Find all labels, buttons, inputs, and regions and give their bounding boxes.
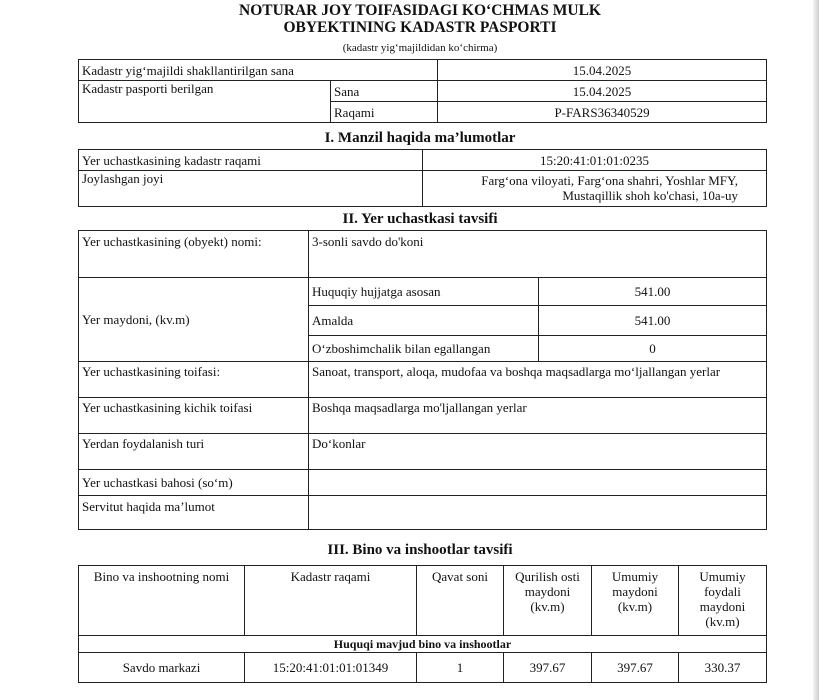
land-usage-value: Do‘konlar	[309, 434, 767, 470]
land-area-label: Yer maydoni, (kv.m)	[79, 278, 309, 362]
document-title-line1: NOTURAR JOY TOIFASIDAGI KO‘CHMAS MULK	[239, 2, 601, 19]
building-cadastral: 15:20:41:01:01:01349	[245, 653, 417, 683]
land-usage-label: Yerdan foydalanish turi	[79, 434, 309, 470]
passport-number-value: P-FARS36340529	[438, 102, 767, 123]
col-floors: Qavat soni	[417, 566, 504, 636]
actual-area-label: Amalda	[309, 306, 539, 336]
issue-date-value: 15.04.2025	[438, 81, 767, 102]
formed-date-value: 15.04.2025	[438, 60, 767, 81]
page-edge-shadow	[813, 0, 819, 700]
issued-label: Kadastr pasporti berilgan	[79, 81, 331, 123]
col-footprint: Qurilish osti maydoni (kv.m)	[504, 566, 592, 636]
servitude-label: Servitut haqida ma’lumot	[79, 496, 309, 530]
servitude-value	[309, 496, 767, 530]
location-line1: Farg‘ona viloyati, Farg‘ona shahri, Yoshlar MFY,	[481, 173, 738, 188]
col-useful-area: Umumiy foydali maydoni (kv.m)	[679, 566, 767, 636]
passport-info-table	[78, 59, 767, 123]
group-label: Huquqi mavjud bino va inshootlar	[79, 636, 767, 653]
land-subcategory-label: Yer uchastkasining kichik toifasi	[79, 398, 309, 434]
col-total-area: Umumiy maydoni (kv.m)	[592, 566, 679, 636]
land-category-value: Sanoat, transport, aloqa, mudofaa va boshqa maqsadlarga mo‘ljallangan yerlar	[309, 362, 767, 398]
building-total-area: 397.67	[592, 653, 679, 683]
object-name-value: 3-sonli savdo do'koni	[309, 231, 767, 278]
land-subcategory-value: Boshqa maqsadlarga mo'ljallangan yerlar	[309, 398, 767, 434]
land-price-label: Yer uchastkasi bahosi (so‘m)	[79, 470, 309, 496]
section1-title: I. Manzil haqida ma’lumotlar	[324, 130, 516, 146]
document-subtitle: (kadastr yig‘majildidan ko‘chirma)	[342, 42, 498, 54]
building-useful-area: 330.37	[679, 653, 767, 683]
location-line2: Mustaqillik shoh ko'chasi, 10a-uy	[562, 188, 738, 203]
location-label: Joylashgan joyi	[79, 171, 423, 207]
section2-title: II. Yer uchastkasi tavsifi	[342, 211, 498, 227]
building-footprint: 397.67	[504, 653, 592, 683]
object-name-label: Yer uchastkasining (obyekt) nomi:	[79, 231, 309, 278]
seized-area-label: O‘zboshimchalik bilan egallangan	[309, 336, 539, 362]
location-value	[423, 171, 767, 207]
col-building-name: Bino va inshootning nomi	[79, 566, 245, 636]
formed-date-label: Kadastr yig‘majildi shakllantirilgan sana	[79, 60, 438, 81]
building-floors: 1	[417, 653, 504, 683]
land-cadastral-value: 15:20:41:01:01:0235	[423, 150, 767, 171]
section3-title: III. Bino va inshootlar tavsifi	[327, 542, 513, 558]
passport-number-label: Raqami	[331, 102, 438, 123]
legal-area-label: Huquqiy hujjatga asosan	[309, 278, 539, 306]
document-title-line2: OBYEKTINING KADASTR PASPORTI	[283, 19, 557, 36]
buildings-table	[78, 565, 767, 683]
actual-area-value: 541.00	[539, 306, 767, 336]
land-cadastral-label: Yer uchastkasining kadastr raqami	[79, 150, 423, 171]
land-description-table	[78, 230, 767, 530]
issue-date-label: Sana	[331, 81, 438, 102]
building-name: Savdo markazi	[79, 653, 245, 683]
legal-area-value: 541.00	[539, 278, 767, 306]
address-table	[78, 149, 767, 207]
col-cadastral: Kadastr raqami	[245, 566, 417, 636]
table-row	[79, 653, 767, 683]
land-category-label: Yer uchastkasining toifasi:	[79, 362, 309, 398]
seized-area-value: 0	[539, 336, 767, 362]
land-price-value	[309, 470, 767, 496]
